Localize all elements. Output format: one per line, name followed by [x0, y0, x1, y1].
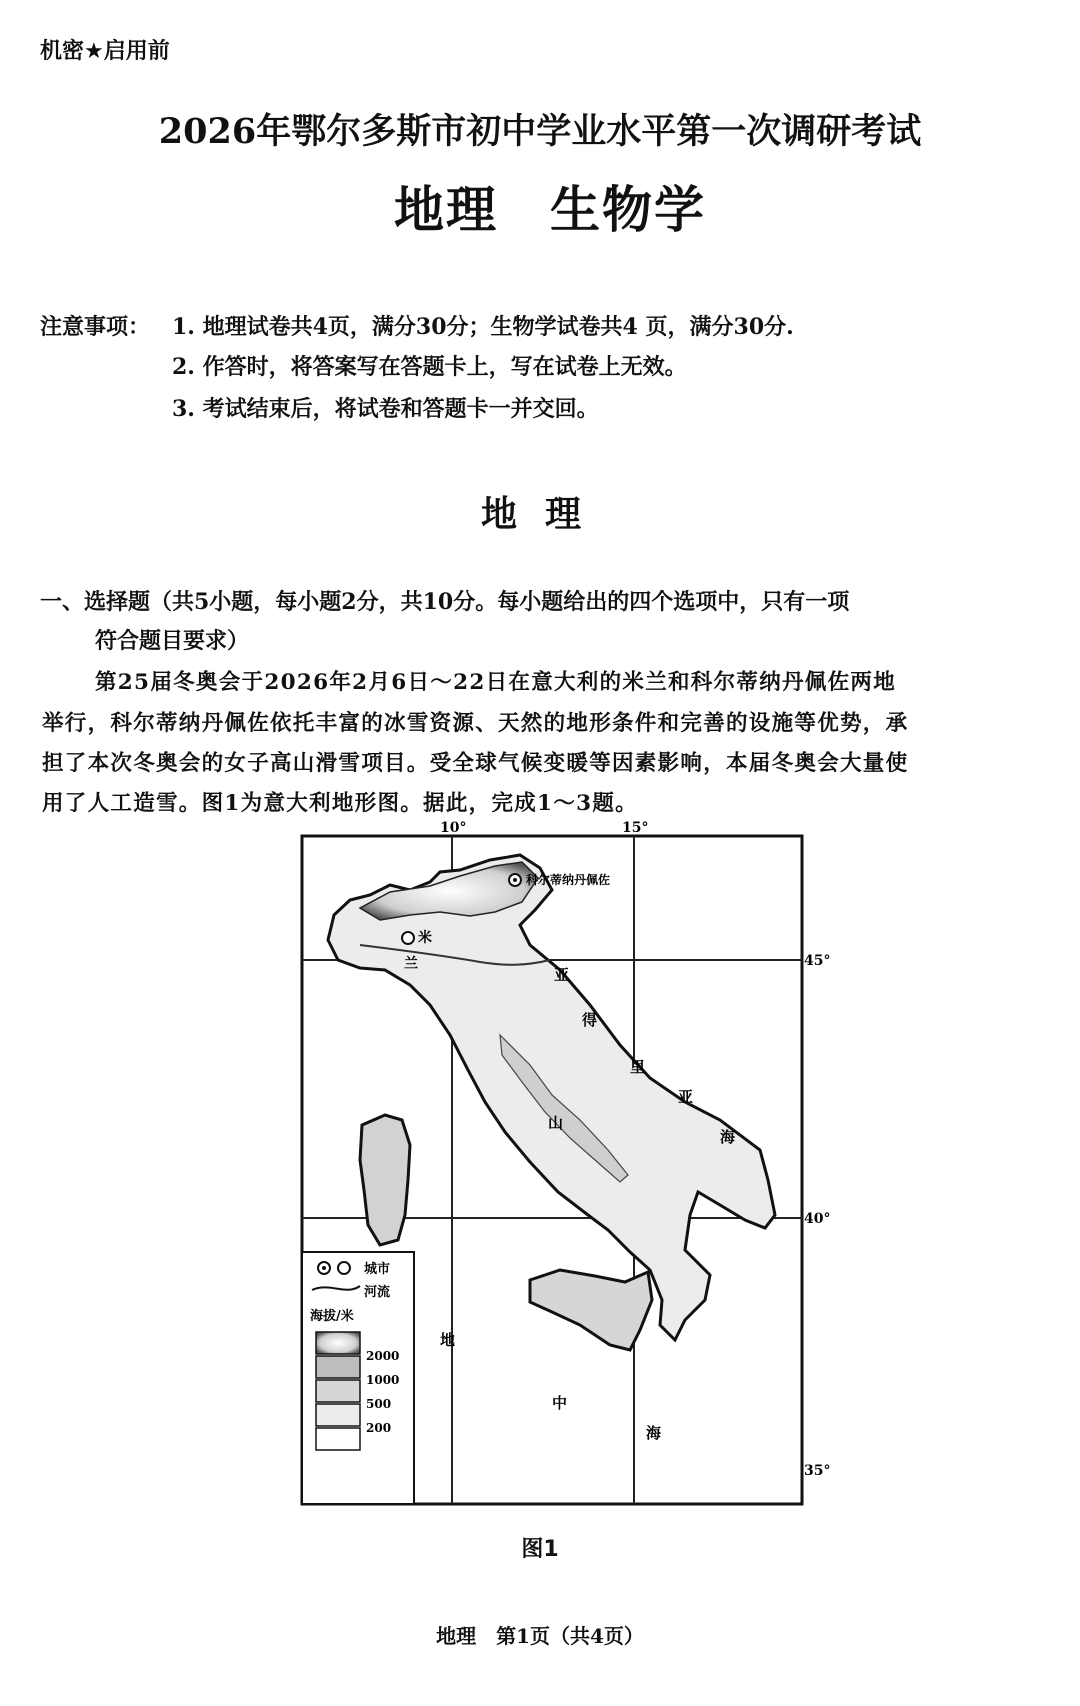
legend-swatch-500 [316, 1380, 360, 1402]
sea-label-li: 里 [630, 1058, 646, 1076]
lat-label-35: 35° [804, 1463, 830, 1479]
legend-city-label: 城市 [364, 1262, 391, 1277]
legend-city-circle-icon [338, 1262, 350, 1274]
passage-line-3: 担了本次冬奥会的女子高山滑雪项目。受全球气候变暖等因素影响，本届冬奥会大量使 [42, 751, 909, 776]
legend-swatch-2000 [316, 1332, 360, 1354]
subject-title: 地理 生物学 [394, 181, 706, 239]
lon-label-15: 15° [622, 820, 649, 836]
mountain-label: 山 [548, 1114, 564, 1132]
section-title: 地理 [480, 494, 609, 535]
milan-label-1: 米 [418, 930, 432, 946]
lat-label-40: 40° [804, 1211, 830, 1227]
sea-label-de: 得 [582, 1011, 598, 1029]
note-item-2: 2. 作答时，将答案写在答题卡上，写在试卷上无效。 [172, 354, 687, 380]
legend-elev-title: 海拔/米 [310, 1309, 354, 1324]
sea-label-ya2: 亚 [678, 1088, 694, 1106]
note-item-1: 1. 地理试卷共4页，满分30分；生物学试卷共4 页，满分30分. [172, 314, 794, 340]
passage-line-2: 举行，科尔蒂纳丹佩佐依托丰富的冰雪资源、天然的地形条件和完善的设施等优势，承 [42, 711, 909, 736]
figure-caption: 图1 [521, 1537, 559, 1562]
notes-label: 注意事项： [40, 314, 151, 340]
milan-label-2: 兰 [404, 956, 418, 972]
map-svg [290, 820, 830, 1510]
legend-swatch-200 [316, 1404, 360, 1426]
legend-elev-200: 200 [366, 1421, 392, 1435]
lat-label-45: 45° [804, 953, 830, 969]
sea-label-hai: 海 [720, 1128, 736, 1146]
lon-label-10: 10° [440, 820, 467, 836]
cortina-label: 科尔蒂纳丹佩佐 [526, 873, 611, 887]
question-heading: 一、选择题（共5小题，每小题2分，共10分。每小题给出的四个选项中，只有一项 [40, 589, 850, 615]
exam-title: 2026年鄂尔多斯市初中学业水平第一次调研考试 [158, 111, 922, 152]
legend-elev-2000: 2000 [366, 1349, 400, 1363]
sea-label-ya: 亚 [554, 966, 570, 984]
confidential-label: 机密★启用前 [40, 39, 170, 64]
milan-city-marker [402, 932, 414, 944]
med-label-di: 地 [440, 1331, 456, 1349]
legend-swatch-1000 [316, 1356, 360, 1378]
sardinia [360, 1115, 410, 1245]
note-item-3: 3. 考试结束后，将试卷和答题卡一并交回。 [172, 396, 599, 422]
med-label-zhong: 中 [552, 1394, 568, 1412]
passage-line-4: 用了人工造雪。图1为意大利地形图。据此，完成1～3题。 [42, 791, 638, 816]
med-label-hai: 海 [646, 1424, 662, 1442]
legend-swatch-0 [316, 1428, 360, 1450]
passage-line-1: 第25届冬奥会于2026年2月6日～22日在意大利的米兰和科尔蒂纳丹佩佐两地 [95, 670, 896, 695]
legend-elev-500: 500 [366, 1397, 392, 1411]
legend-river-label: 河流 [364, 1285, 391, 1300]
legend-elev-1000: 1000 [366, 1373, 400, 1387]
page-footer: 地理 第1页（共4页） [436, 1624, 644, 1648]
question-heading-cont: 符合题目要求） [95, 628, 250, 654]
cortina-city-dot [513, 878, 517, 882]
italy-topographic-map [290, 820, 830, 1510]
